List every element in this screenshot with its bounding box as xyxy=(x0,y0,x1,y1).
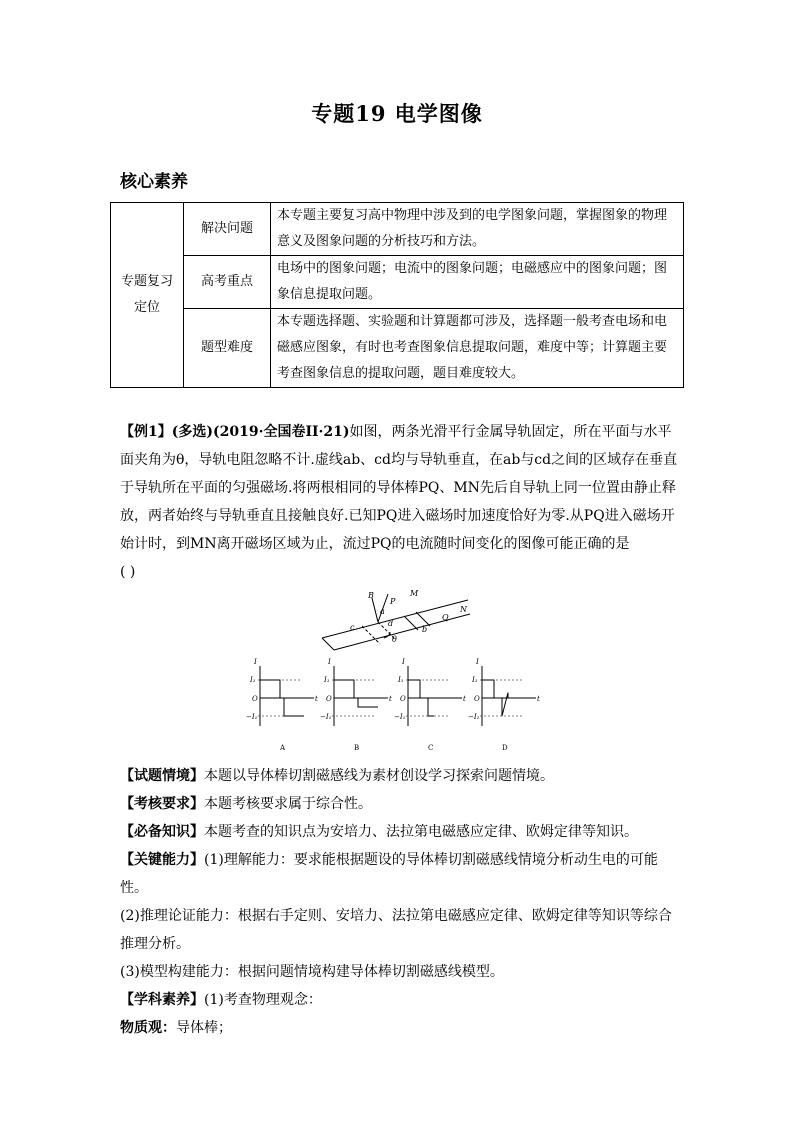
rail-label: θ xyxy=(392,635,397,644)
section-heading: 核心素养 xyxy=(120,172,188,192)
analysis-text: (1)理解能力：要求能根据题设的导体棒切割磁感线情境分析动生电的可能性。 xyxy=(120,852,658,896)
analysis-text: 本题以导体棒切割磁感线为素材创设学习探索问题情境。 xyxy=(204,768,554,784)
analysis-line xyxy=(120,818,680,846)
option-label: A xyxy=(280,744,286,752)
example-label: 【例1】 xyxy=(120,424,172,440)
answer-graphs xyxy=(248,656,548,756)
row-key: 解决问题 xyxy=(184,203,271,256)
graph-x-label: t xyxy=(463,695,466,703)
graph-neg-i1-label: −I₁ xyxy=(320,713,332,721)
option-label: B xyxy=(354,744,360,752)
example-source: (多选)(2019·全国卷II·21) xyxy=(171,424,350,440)
rail-label: M xyxy=(410,589,419,598)
analysis-line xyxy=(120,846,680,902)
row-key: 高考重点 xyxy=(184,256,271,309)
rail-label: a xyxy=(380,607,385,616)
table-row xyxy=(111,203,684,256)
graph-i1-label: I₁ xyxy=(324,676,330,684)
graph-origin-label: O xyxy=(474,695,480,703)
rail-label: Q xyxy=(442,613,449,622)
option-label: C xyxy=(428,744,434,752)
graph-y-label: I xyxy=(476,658,479,666)
row-value: 本专题主要复习高中物理中涉及到的电学图象问题，掌握图象的物理意义及图象问题的分析技巧和方法。 xyxy=(271,203,684,256)
graph-i1-label: I₁ xyxy=(472,676,478,684)
rail-label: N xyxy=(460,605,467,614)
analysis-label: 【必备知识】 xyxy=(120,824,204,840)
analysis-line xyxy=(120,762,680,790)
analysis-line xyxy=(120,986,680,1014)
analysis-label: 物质观： xyxy=(120,1020,176,1036)
analysis-label: 【关键能力】 xyxy=(120,852,204,868)
example-text: 如图，两条光滑平行金属导轨固定，所在平面与水平面夹角为θ，导轨电阻忽略不计.虚线ab、cd均与导轨垂直，在ab与cd之间的区域存在垂直于导轨所在平面的匀强磁场.将两根相同的导体棒PQ、MN先后自导轨上同一位置由静止释放，两者始终与导轨垂直且接触良好.已知PQ进入磁场时加速度恰好为零.从PQ进入磁场开始计时，到MN离开磁场区域为止，流过PQ的电流随时间变化的图像可能正确的是 xyxy=(120,424,678,552)
analysis-label: 【考核要求】 xyxy=(120,796,204,812)
graph-x-label: t xyxy=(315,695,318,703)
example-question xyxy=(120,418,680,586)
table-row xyxy=(111,256,684,309)
page-title: 专题19 电学图像 xyxy=(311,101,483,126)
graph-i1-label: I₁ xyxy=(250,676,256,684)
analysis-text: 导体棒； xyxy=(176,1020,232,1036)
analysis-label: 【学科素养】 xyxy=(120,992,204,1008)
rail-diagram xyxy=(318,586,478,652)
graph-origin-label: O xyxy=(326,695,332,703)
graph-x-label: t xyxy=(537,695,540,703)
option-label: D xyxy=(502,744,508,752)
analysis-text: 本题考核要求属于综合性。 xyxy=(204,796,372,812)
analysis-text: (1)考查物理观念： xyxy=(204,992,322,1008)
analysis-label: 【试题情境】 xyxy=(120,768,204,784)
graph-curve xyxy=(334,680,378,707)
analysis-text: (2)推理论证能力：根据右手定则、安培力、法拉第电磁感应定律、欧姆定律等知识等综合推理分析。 xyxy=(120,908,672,952)
analysis-line xyxy=(120,902,680,958)
graph-neg-i1-label: −I₁ xyxy=(394,713,406,721)
rail-label: B xyxy=(368,591,374,600)
graph-origin-label: O xyxy=(252,695,258,703)
answer-blank: ( ) xyxy=(120,564,136,580)
category-cell: 专题复习定位 xyxy=(111,203,184,388)
graph-neg-i1-label: −I₁ xyxy=(246,713,258,721)
row-value: 本专题选择题、实验题和计算题都可涉及，选择题一般考查电场和电磁感应图象，有时也考查图象信息提取问题，难度中等；计算题主要考查图象信息的提取问题，题目难度较大。 xyxy=(271,309,684,388)
analysis-line xyxy=(120,790,680,818)
graph-y-label: I xyxy=(254,658,257,666)
graph-y-label: I xyxy=(328,658,331,666)
analysis-line xyxy=(120,958,680,986)
table-row xyxy=(111,309,684,388)
analysis-text: 本题考查的知识点为安培力、法拉第电磁感应定律、欧姆定律等知识。 xyxy=(204,824,638,840)
graph-origin-label: O xyxy=(400,695,406,703)
analysis-line xyxy=(120,1014,680,1042)
graph-neg-i1-label: −I₁ xyxy=(468,713,480,721)
graph-y-label: I xyxy=(402,658,405,666)
analysis-text: (3)模型构建能力：根据问题情境构建导体棒切割磁感线模型。 xyxy=(120,964,504,980)
row-key: 题型难度 xyxy=(184,309,271,388)
graph-i1-label: I₁ xyxy=(398,676,404,684)
row-value: 电场中的图象问题；电流中的图象问题；电磁感应中的图象问题；图象信息提取问题。 xyxy=(271,256,684,309)
analysis-section xyxy=(120,762,680,1042)
rail-label: d xyxy=(388,619,394,628)
positioning-table xyxy=(110,202,684,388)
rail-label: b xyxy=(422,625,428,634)
graph-x-label: t xyxy=(389,695,392,703)
rail-label: P xyxy=(390,597,396,606)
rail-label: c xyxy=(350,623,355,632)
